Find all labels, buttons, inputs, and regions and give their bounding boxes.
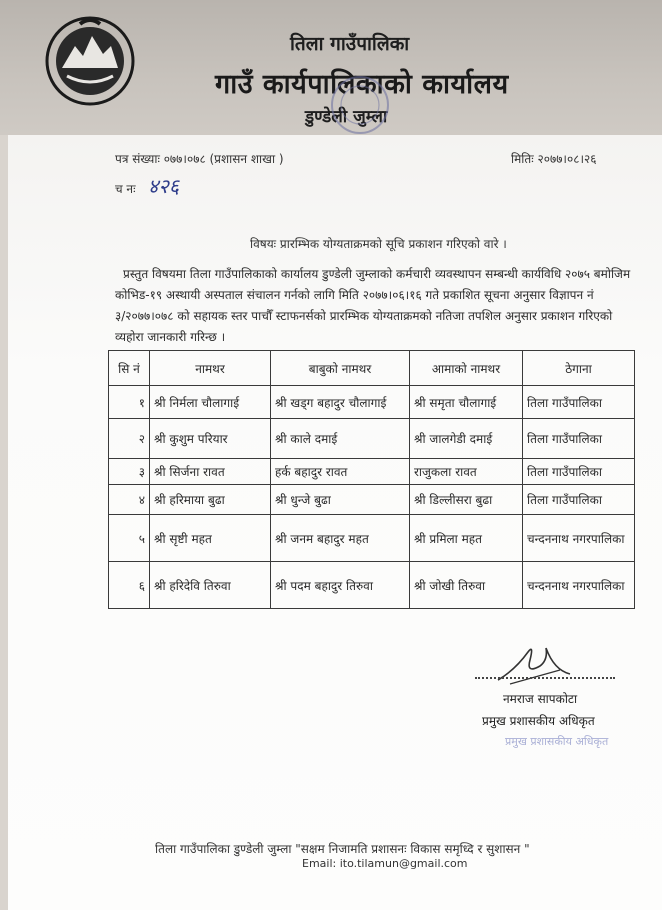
cell-father: श्री जनम बहादुर महत bbox=[271, 515, 410, 562]
header-name: नामथर bbox=[150, 351, 271, 386]
footer-email: Email: ito.tilamun@gmail.com bbox=[302, 857, 468, 870]
signature-line bbox=[475, 677, 615, 679]
cell-sn: ३ bbox=[109, 459, 150, 485]
signatory-stamp: प्रमुख प्रशासकीय अधिकृत bbox=[505, 735, 609, 748]
office-name: तिला गाउँपालिका bbox=[290, 33, 410, 55]
letterhead bbox=[0, 0, 662, 135]
header-sn: सि नं bbox=[109, 351, 150, 386]
body-paragraph: प्रस्तुत विषयमा तिला गाउँपालिकाको कार्यालय डुण्डेली जुम्लाको कर्मचारी व्यवस्थापन सम्बन्धी कार्यविधि २०७५ बमोजिम कोभिड-१९ अस्थायी अस्पताल संचालन गर्नको लागि मिति २०७७।०६।१६ गते प्रकाशित सूचना अनुसार विज्ञापन नं ३/२०७७।०७८ को सहायक स्तर पाचौँ स्टाफनर्सको प्रारम्भिक योग्यताक्रमको नतिजा तपशिल अनुसार प्रकाशन गरिएको व्यहोरा जानकारी गरिन्छ । bbox=[115, 267, 631, 344]
dispatch-label: च नः bbox=[115, 182, 136, 196]
header-address: ठेगाना bbox=[523, 351, 635, 386]
signatory-name: नमराज सापकोटा bbox=[503, 692, 578, 706]
dispatch-number: ४२६ bbox=[148, 174, 180, 198]
cell-sn: १ bbox=[109, 386, 150, 419]
table-row bbox=[109, 459, 635, 485]
signatory-title: प्रमुख प्रशासकीय अधिकृत bbox=[482, 714, 595, 728]
cell-sn: २ bbox=[109, 419, 150, 459]
cell-address: तिला गाउँपालिका bbox=[523, 386, 635, 419]
nepal-emblem-icon bbox=[45, 16, 135, 106]
cell-mother: श्री जालगेडी दमाई bbox=[410, 419, 523, 459]
cell-father: हर्क बहादुर रावत bbox=[271, 459, 410, 485]
table-row bbox=[109, 485, 635, 515]
letter-number: पत्र संख्याः ०७७।०७८ (प्रशासन शाखा ) bbox=[115, 152, 284, 166]
office-title: गाउँ कार्यपालिकाको कार्यालय bbox=[215, 69, 509, 100]
cell-name: श्री सृष्टी महत bbox=[150, 515, 271, 562]
cell-address: चन्दननाथ नगरपालिका bbox=[523, 515, 635, 562]
table-header-row bbox=[109, 351, 635, 386]
cell-father: श्री काले दमाई bbox=[271, 419, 410, 459]
cell-name: श्री कुशुम परियार bbox=[150, 419, 271, 459]
cell-sn: ६ bbox=[109, 562, 150, 609]
cell-sn: ४ bbox=[109, 485, 150, 515]
cell-name: श्री निर्मला चौलागाई bbox=[150, 386, 271, 419]
cell-mother: श्री डिल्लीसरा बुढा bbox=[410, 485, 523, 515]
cell-name: श्री हरिमाया बुढा bbox=[150, 485, 271, 515]
office-address: डुण्डेली जुम्ला bbox=[305, 107, 388, 127]
candidate-table bbox=[108, 350, 635, 609]
table-row bbox=[109, 562, 635, 609]
header-mother-name: आमाको नामथर bbox=[410, 351, 523, 386]
table-row bbox=[109, 515, 635, 562]
cell-name: श्री सिर्जना रावत bbox=[150, 459, 271, 485]
cell-address: तिला गाउँपालिका bbox=[523, 419, 635, 459]
table-row bbox=[109, 419, 635, 459]
cell-name: श्री हरिदेवि तिरुवा bbox=[150, 562, 271, 609]
cell-address: चन्दननाथ नगरपालिका bbox=[523, 562, 635, 609]
office-stamp-icon bbox=[320, 74, 400, 136]
letter-date: मितिः २०७७।०८।२६ bbox=[511, 152, 597, 166]
cell-father: श्री खड्ग बहादुर चौलागाई bbox=[271, 386, 410, 419]
signature-icon bbox=[490, 640, 580, 690]
cell-father: श्री पदम बहादुर तिरुवा bbox=[271, 562, 410, 609]
cell-mother: राजुकला रावत bbox=[410, 459, 523, 485]
cell-address: तिला गाउँपालिका bbox=[523, 459, 635, 485]
cell-mother: श्री प्रमिला महत bbox=[410, 515, 523, 562]
footer-slogan: तिला गाउँपालिका डुण्डेली जुम्ला "सक्षम निजामति प्रशासनः विकास समृध्दि र सुशासन " bbox=[155, 842, 530, 856]
cell-mother: श्री समृता चौलागाई bbox=[410, 386, 523, 419]
cell-sn: ५ bbox=[109, 515, 150, 562]
subject-line: विषयः प्रारम्भिक योग्यताक्रमको सूचि प्रकाशन गरिएको वारे । bbox=[250, 237, 507, 251]
header-father-name: बाबुको नामथर bbox=[271, 351, 410, 386]
cell-mother: श्री जोखी तिरुवा bbox=[410, 562, 523, 609]
cell-address: तिला गाउँपालिका bbox=[523, 485, 635, 515]
cell-father: श्री धुन्जे बुढा bbox=[271, 485, 410, 515]
table-row bbox=[109, 386, 635, 419]
